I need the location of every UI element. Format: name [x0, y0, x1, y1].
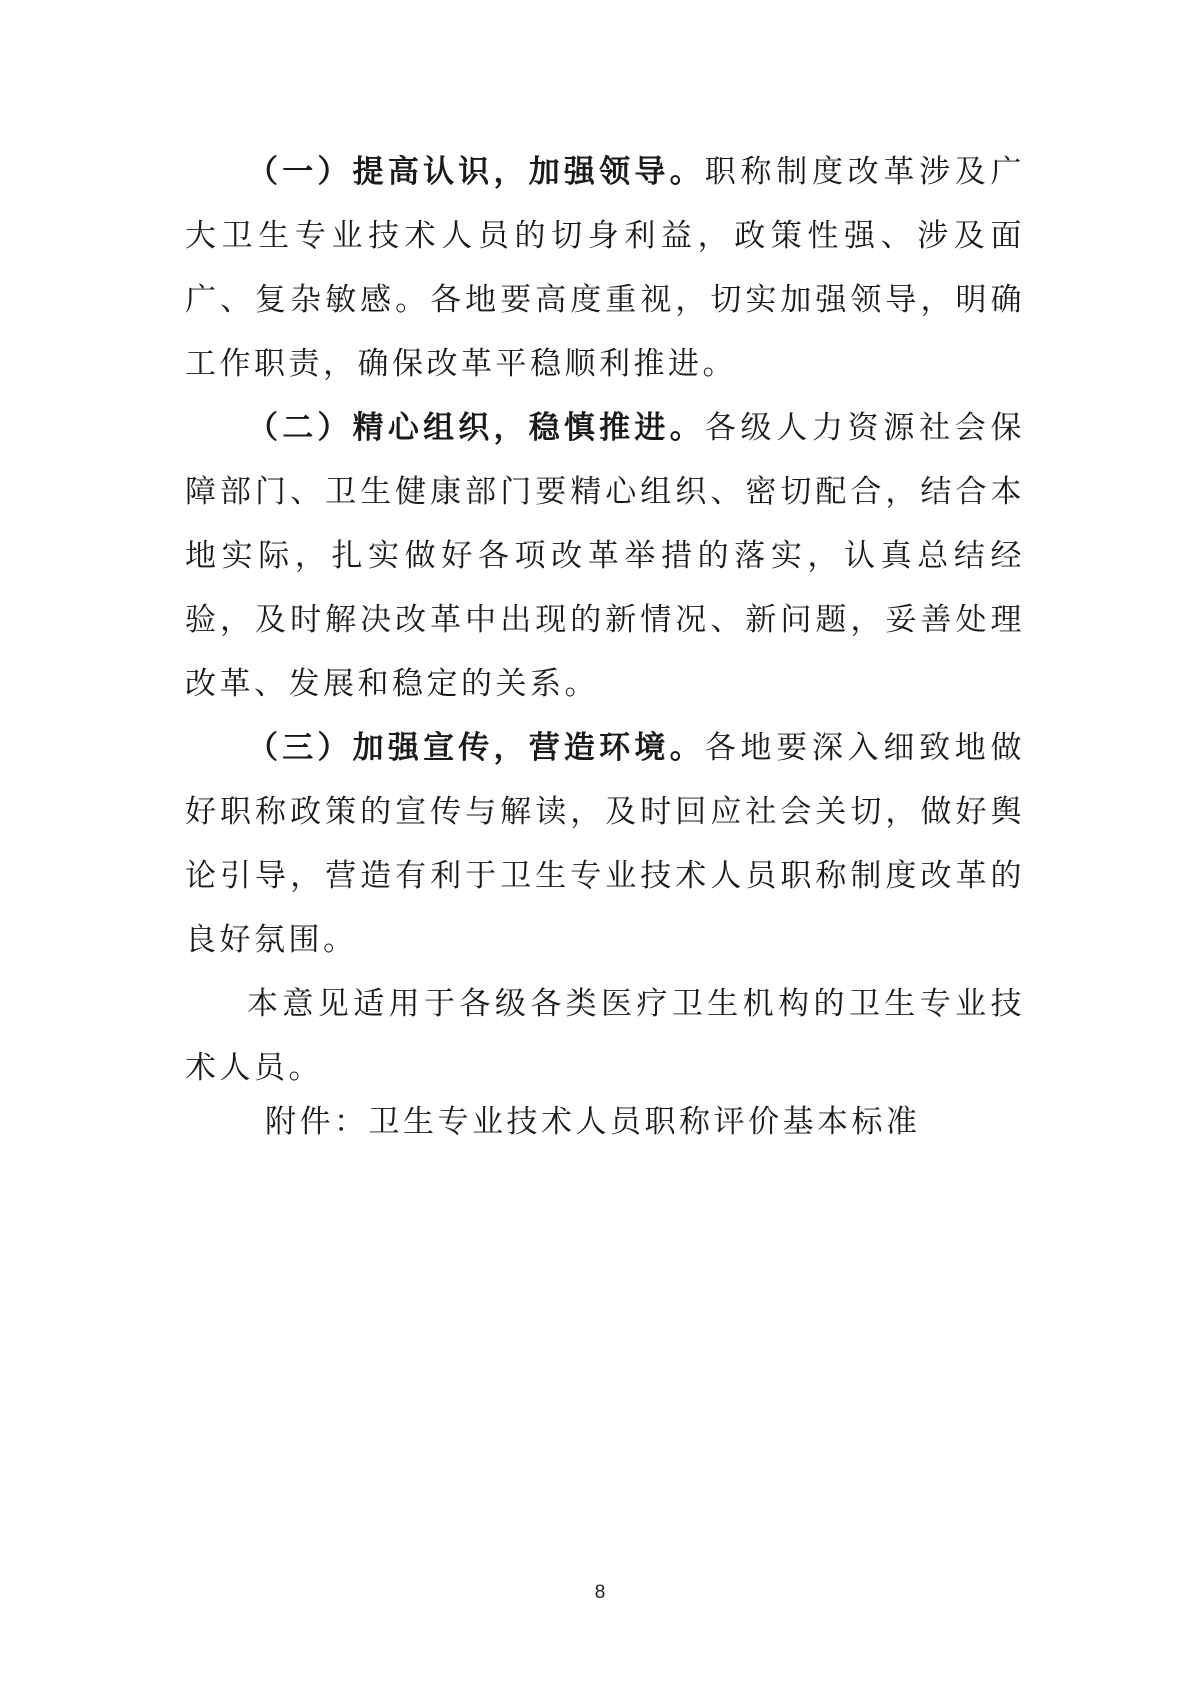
- paragraph-heading: （三）加强宣传，营造环境。: [247, 730, 705, 766]
- paragraph-organization: [185, 396, 1025, 716]
- paragraph-heading: （二）精心组织，稳慎推进。: [247, 410, 705, 446]
- document-body: [185, 140, 1025, 1100]
- attachment-line: 附件：卫生专业技术人员职称评价基本标准: [265, 1104, 921, 1140]
- paragraph-heading: （一）提高认识，加强领导。: [247, 154, 705, 190]
- paragraph-text: 职称制度改革涉及广大卫生专业技术人员的切身利益，政策性强、涉及面广、复杂敏感。各地要高度重视，切实加强领导，明确工作职责，确保改革平稳顺利推进。: [185, 154, 1026, 382]
- paragraph-publicity: [185, 716, 1025, 972]
- paragraph-text: 本意见适用于各级各类医疗卫生机构的卫生专业技术人员。: [185, 986, 1025, 1086]
- paragraph-text: 各级人力资源社会保障部门、卫生健康部门要精心组织、密切配合，结合本地实际，扎实做好各项改革举措的落实，认真总结经验，及时解决改革中出现的新情况、新问题，妥善处理改革、发展和稳定的关系。: [185, 410, 1026, 702]
- paragraph-leadership: [185, 140, 1025, 396]
- paragraph-scope: [185, 972, 1025, 1100]
- page-number: 8: [594, 1582, 606, 1603]
- paragraph-text: 各地要深入细致地做好职称政策的宣传与解读，及时回应社会关切，做好舆论引导，营造有利于卫生专业技术人员职称制度改革的良好氛围。: [185, 730, 1026, 958]
